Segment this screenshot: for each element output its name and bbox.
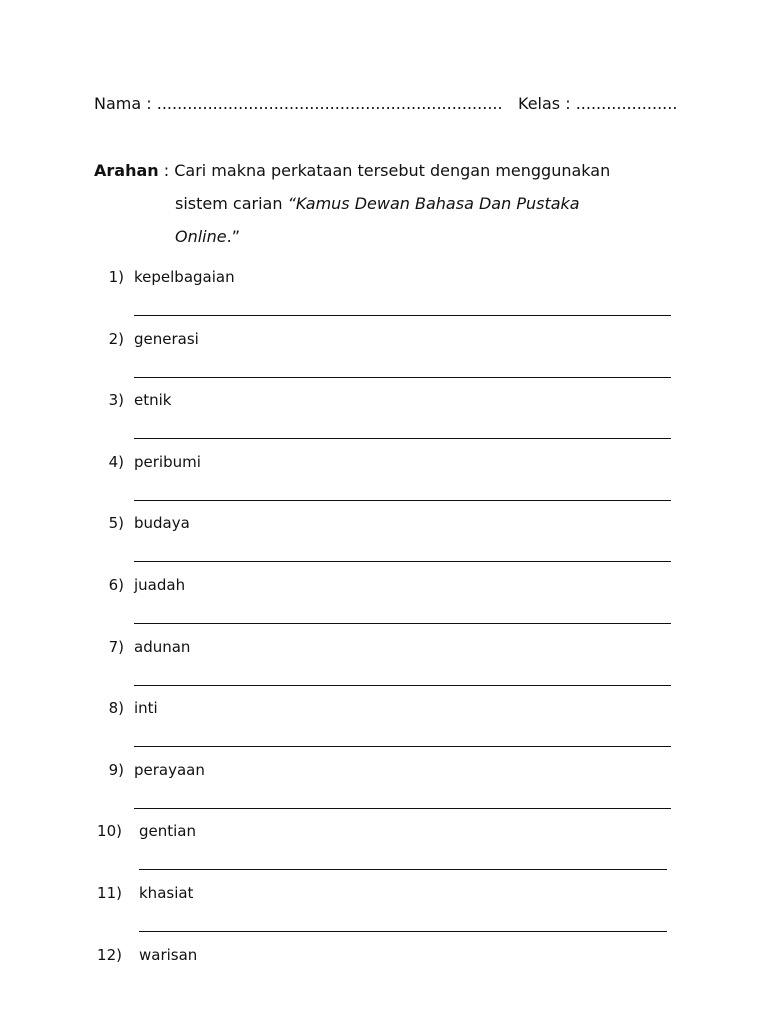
instruction-separator: :	[158, 161, 175, 180]
list-item	[0, 822, 768, 862]
item-word: inti	[134, 699, 158, 717]
list-item	[0, 330, 768, 370]
instruction-dictionary-name-end: Online	[175, 227, 227, 246]
instruction-line-1	[94, 154, 694, 187]
answer-line[interactable]	[134, 623, 671, 624]
item-word: khasiat	[139, 884, 194, 902]
instruction-text-2: sistem carian	[175, 194, 288, 213]
list-item	[0, 453, 768, 493]
item-number: 3)	[108, 391, 124, 409]
list-item	[0, 391, 768, 431]
item-number: 6)	[108, 576, 124, 594]
list-item	[0, 638, 768, 678]
answer-line[interactable]	[134, 315, 671, 316]
item-number: 12)	[97, 946, 122, 964]
name-field: Nama : ....................................................................	[94, 94, 503, 113]
item-word: adunan	[134, 638, 191, 656]
answer-line[interactable]	[134, 561, 671, 562]
item-number: 9)	[108, 761, 124, 779]
answer-line[interactable]	[134, 746, 671, 747]
instruction-line-3	[94, 220, 694, 253]
item-word: peribumi	[134, 453, 201, 471]
list-item	[0, 699, 768, 739]
instruction-text-1: Cari makna perkataan tersebut dengan menggunakan	[174, 161, 611, 180]
item-word: juadah	[134, 576, 186, 594]
answer-line[interactable]	[134, 377, 671, 378]
item-number: 8)	[108, 699, 124, 717]
item-word: warisan	[139, 946, 198, 964]
instruction-line-2	[94, 187, 694, 220]
item-word: kepelbagaian	[134, 268, 235, 286]
answer-line[interactable]	[139, 869, 667, 870]
instruction	[94, 154, 694, 253]
list-item	[0, 514, 768, 554]
item-word: perayaan	[134, 761, 205, 779]
item-number: 4)	[108, 453, 124, 471]
answer-line[interactable]	[134, 685, 671, 686]
instruction-closing-quote: .”	[226, 227, 240, 246]
item-number: 10)	[97, 822, 122, 840]
header-row	[94, 94, 678, 118]
item-word: generasi	[134, 330, 199, 348]
class-field: Kelas : ....................	[518, 94, 678, 113]
item-number: 7)	[108, 638, 124, 656]
item-word: gentian	[139, 822, 197, 840]
item-number: 5)	[108, 514, 124, 532]
item-number: 1)	[108, 268, 124, 286]
instruction-dictionary-name: “Kamus Dewan Bahasa Dan Pustaka	[287, 194, 580, 213]
list-item	[0, 576, 768, 616]
list-item	[0, 268, 768, 308]
item-number: 2)	[108, 330, 124, 348]
answer-line[interactable]	[139, 931, 667, 932]
item-word: etnik	[134, 391, 172, 409]
list-item	[0, 761, 768, 801]
list-item	[0, 946, 768, 986]
instruction-label: Arahan	[94, 161, 159, 180]
item-number: 11)	[97, 884, 122, 902]
answer-line[interactable]	[134, 808, 671, 809]
answer-line[interactable]	[134, 500, 671, 501]
item-word: budaya	[134, 514, 190, 532]
list-item	[0, 884, 768, 924]
answer-line[interactable]	[134, 438, 671, 439]
